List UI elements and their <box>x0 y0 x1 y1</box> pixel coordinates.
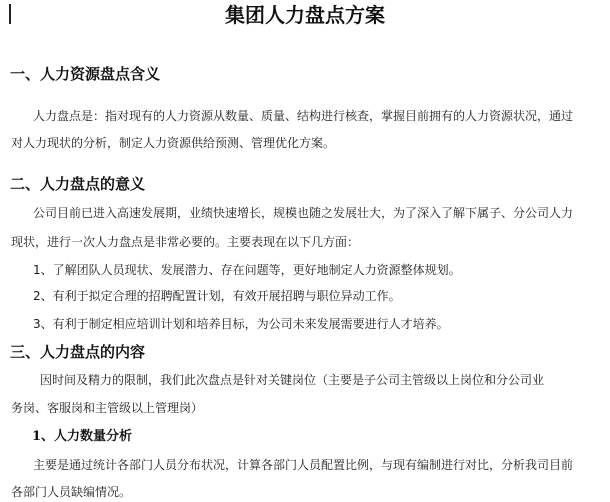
section-3-body-line-1: 主要是通过统计各部门人员分布状况，计算各部门人员配置比例，与现有编制进行对比，分析我司目前 <box>33 458 574 472</box>
section-1-heading: 一、人力资源盘点含义 <box>10 65 161 83</box>
section-1-paragraph-line-1: 人力盘点是：指对现有的人力资源从数量、质量、结构进行核查，掌握目前拥有的人力资源状况，通过 <box>33 109 574 123</box>
section-3-intro-line-1: 因时间及精力的限制，我们此次盘点是针对关键岗位（主要是子公司主管级以上岗位和分公司业 <box>40 373 545 387</box>
section-2-intro-line-1: 公司目前已进入高速发展期，业绩快速增长，规模也随之发展壮大，为了深入了解下属子、分公司人力 <box>33 206 574 220</box>
section-3-intro-line-2: 务岗、客服岗和主管级以上管理岗） <box>11 401 204 415</box>
section-2-heading: 二、人力盘点的意义 <box>10 175 146 193</box>
section-3-subheading: 1、人力数量分析 <box>32 429 133 444</box>
section-1-paragraph-line-2: 对人力现状的分析，制定人力资源供给预测、管理优化方案。 <box>11 136 336 150</box>
section-2-intro-line-2: 现状，进行一次人力盘点是非常必要的。主要表现在以下几方面： <box>11 235 360 249</box>
section-2-item-2: 2、有利于拟定合理的招聘配置计划，有效开展招聘与职位异动工作。 <box>33 289 401 303</box>
section-3-heading: 三、人力盘点的内容 <box>10 343 146 361</box>
section-2-item-3: 3、有利于制定相应培训计划和培养目标，为公司未来发展需要进行人才培养。 <box>33 317 449 331</box>
section-3-body-line-2: 各部门人员缺编情况。 <box>11 485 132 499</box>
section-2-item-1: 1、了解团队人员现状、发展潜力、存在问题等，更好地制定人力资源整体规划。 <box>33 263 461 277</box>
document-title: 集团人力盘点方案 <box>225 3 385 27</box>
